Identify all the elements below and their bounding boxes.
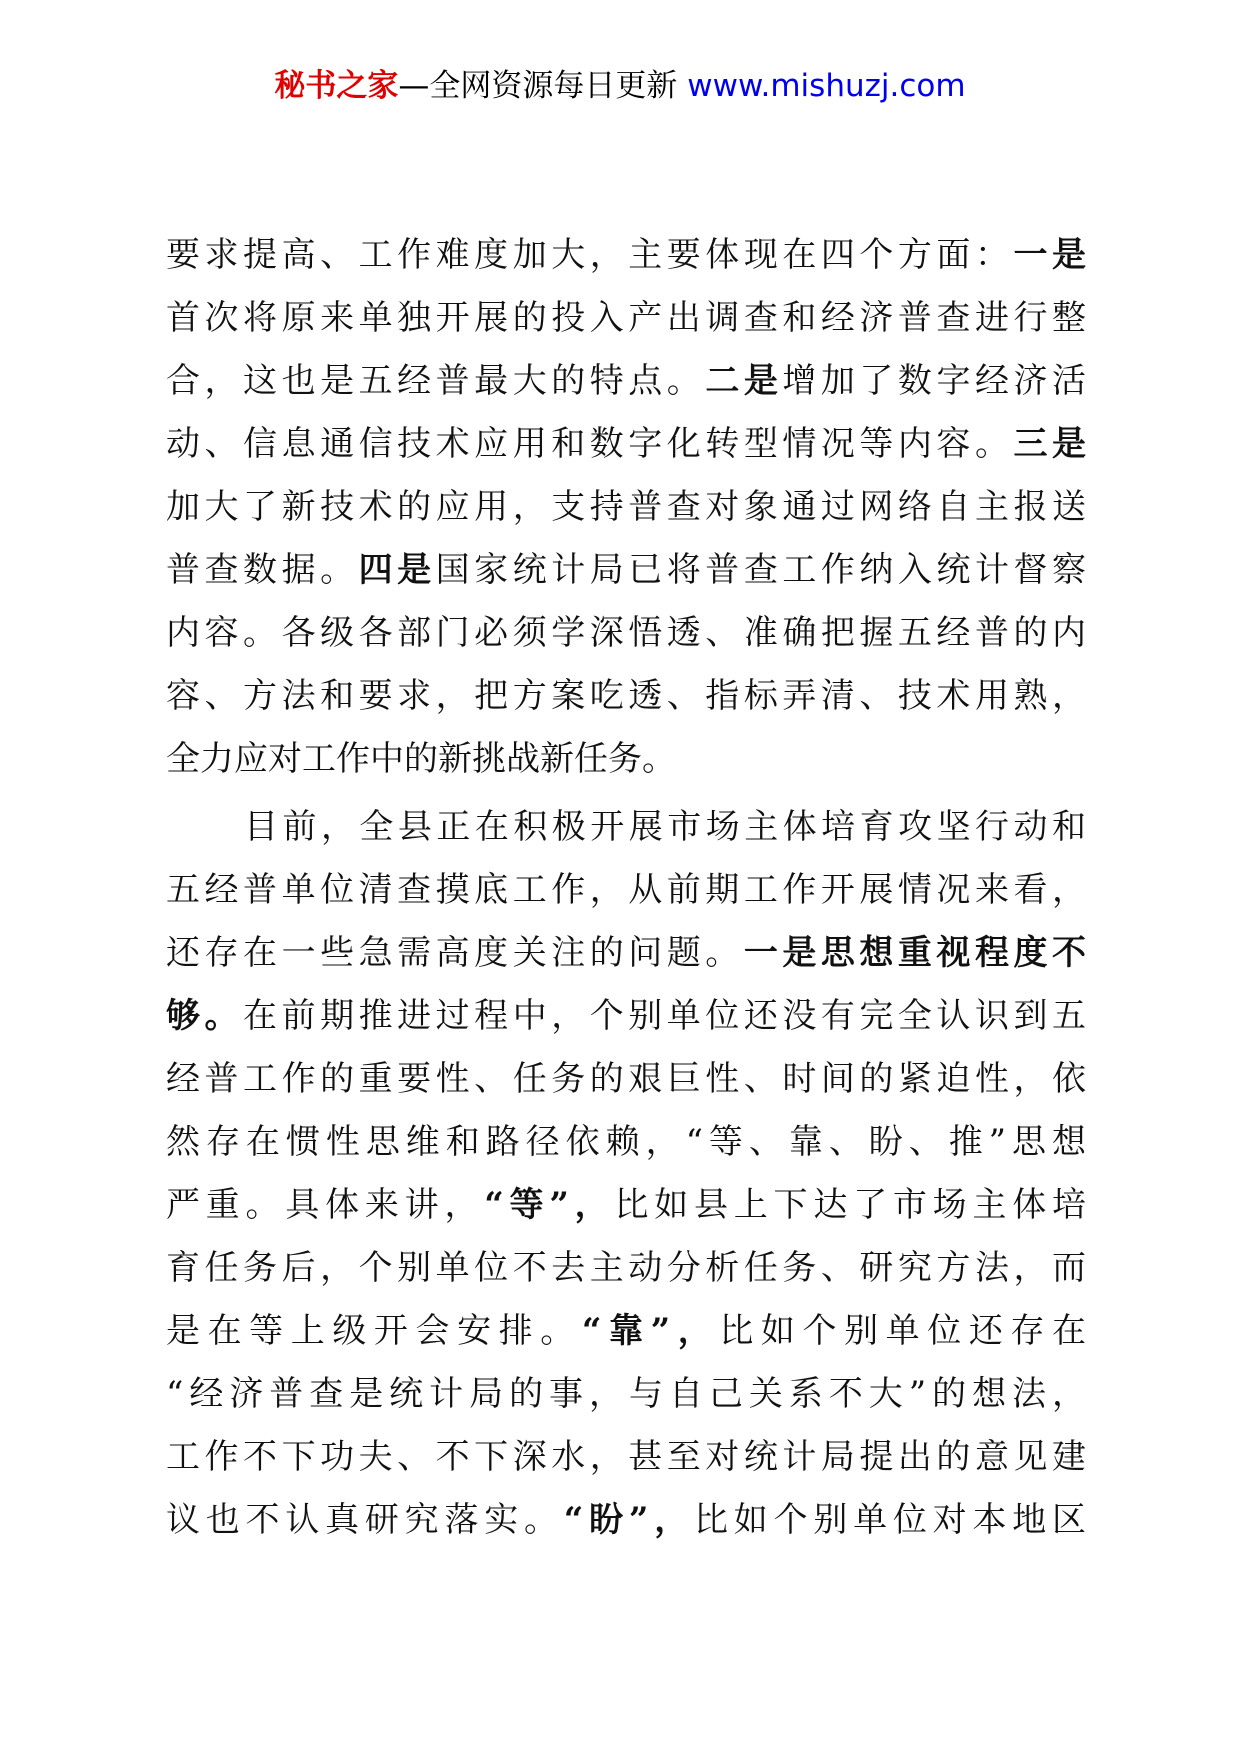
text-line	[166, 1111, 1086, 1174]
text-run: 比如县上下达了市场主体培	[614, 1185, 1087, 1225]
paragraph-1	[166, 224, 1086, 791]
text-run: 是在等上级开会安排。	[166, 1311, 582, 1351]
text-run: 国家统计局已将普查工作纳入统计督察	[435, 550, 1087, 590]
text-run: 严重。具体来讲，	[166, 1185, 485, 1225]
text-line	[166, 1426, 1086, 1489]
text-line	[166, 224, 1086, 287]
text-run: 动、信息通信技术应用和数字化转型情况等内容。	[166, 424, 1014, 464]
text-run: 比如个别单位对本地区	[694, 1500, 1087, 1540]
bold-text-run: 三是	[1013, 424, 1087, 464]
text-run: “经济普查是统计局的事，与自己关系不大”的想法，	[166, 1374, 1086, 1414]
paragraph-2	[166, 796, 1086, 1552]
site-header	[0, 66, 1240, 106]
text-run: 经普工作的重要性、任务的艰巨性、时间的紧迫性，依	[166, 1059, 1086, 1099]
bold-text-run: “盼”，	[563, 1500, 695, 1540]
text-run: 合，这也是五经普最大的特点。	[166, 361, 706, 401]
text-line	[166, 665, 1086, 728]
text-line	[166, 1174, 1086, 1237]
text-run: 增加了数字经济活	[782, 361, 1087, 401]
bold-text-run: 一是	[1013, 235, 1087, 275]
text-run: 育任务后，个别单位不去主动分析任务、研究方法，而	[166, 1248, 1086, 1288]
text-line	[166, 539, 1086, 602]
text-line	[166, 1237, 1086, 1300]
text-run: 比如个别单位还存在	[719, 1311, 1087, 1351]
text-line	[166, 796, 1086, 859]
text-run: 首次将原来单独开展的投入产出调查和经济普查进行整	[166, 298, 1086, 338]
bold-text-run: “靠”，	[581, 1311, 720, 1351]
bold-text-run: 四是	[358, 550, 436, 590]
text-line	[166, 350, 1086, 413]
text-line	[166, 922, 1086, 985]
text-run: 工作不下功夫、不下深水，甚至对统计局提出的意见建	[166, 1437, 1086, 1477]
text-run: 内容。各级各部门必须学深悟透、准确把握五经普的内	[166, 613, 1086, 653]
text-run: 普查数据。	[166, 550, 359, 590]
text-line	[166, 1489, 1086, 1552]
bold-text-run: 一是思想重视程度不	[743, 933, 1087, 973]
text-run: 要求提高、工作难度加大，主要体现在四个方面：	[166, 235, 1014, 275]
text-run: 议也不认真研究落实。	[166, 1500, 564, 1540]
document-body	[166, 224, 1086, 1552]
text-run: 全力应对工作中的新挑战新任务。	[166, 739, 676, 779]
text-run: 容、方法和要求，把方案吃透、指标弄清、技术用熟，	[166, 676, 1086, 716]
bold-text-run: 够。	[166, 996, 244, 1036]
text-run: 目前，全县正在积极开展市场主体培育攻坚行动和	[244, 807, 1086, 847]
bold-text-run: “等”，	[484, 1185, 615, 1225]
text-line	[166, 413, 1086, 476]
text-line	[166, 1363, 1086, 1426]
text-line	[166, 1048, 1086, 1111]
bold-text-run: 二是	[705, 361, 783, 401]
text-line	[166, 859, 1086, 922]
text-line	[166, 728, 1086, 791]
text-run: 然存在惯性思维和路径依赖，“等、靠、盼、推”思想	[166, 1122, 1086, 1162]
text-line	[166, 476, 1086, 539]
text-line	[166, 985, 1086, 1048]
text-line	[166, 1300, 1086, 1363]
site-tagline: —全网资源每日更新	[398, 68, 678, 104]
text-run: 加大了新技术的应用，支持普查对象通过网络自主报送	[166, 487, 1086, 527]
text-run: 五经普单位清查摸底工作，从前期工作开展情况来看，	[166, 870, 1086, 910]
site-brand: 秘书之家	[274, 68, 399, 104]
text-run: 还存在一些急需高度关注的问题。	[166, 933, 744, 973]
text-line	[166, 287, 1086, 350]
text-line	[166, 602, 1086, 665]
text-run: 在前期推进过程中，个别单位还没有完全认识到五	[243, 996, 1087, 1036]
site-url-link[interactable]: www.mishuzj.com	[687, 68, 966, 104]
